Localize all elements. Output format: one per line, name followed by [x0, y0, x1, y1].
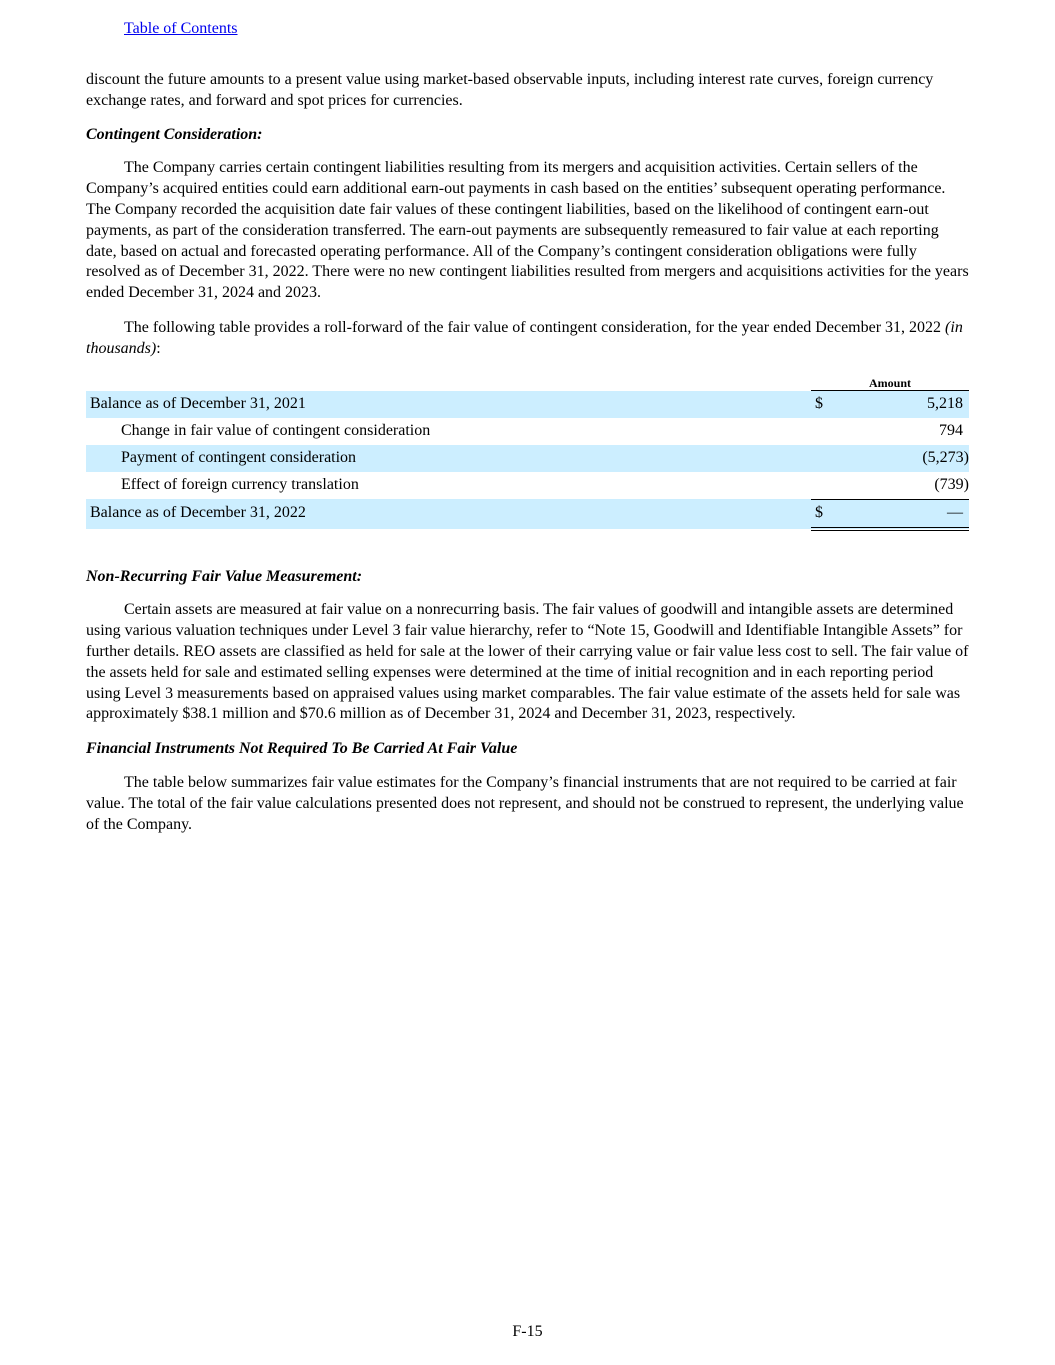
table-row — [86, 391, 969, 418]
intro-continuation-paragraph: discount the future amounts to a present value using market-based observable inputs, including interest rate curves, foreign currency exchange rates, and forward and spot prices for currencies. — [86, 71, 934, 109]
contingent-consideration-paragraph: The Company carries certain contingent liabilities resulting from its mergers and acquisition activities. Certain sellers of the Company’s acquired entities could earn additional earn-out payments in cash based on the entities’ subsequent operating performance. The Company recorded the acquisition date fair values of these contingent liabilities, based on the likelihood of contingent earn-out payments, as part of the consideration transferred. The earn-out payments are subsequently remeasured to fair value at each reporting date, based on actual and forecasted operating performance. All of the Company’s contingent consideration obligations were fully resolved as of December 31, 2022. There were no new contingent liabilities resulted from mergers and acquisitions activities for the years ended December 31, 2024 and 2023. — [86, 159, 969, 302]
row-label: Balance as of December 31, 2021 — [86, 391, 810, 418]
row-value: — — [947, 503, 963, 521]
row-currency: $ — [811, 499, 833, 529]
page-number: F-15 — [512, 1323, 543, 1340]
row-value: (5,273) — [833, 445, 969, 472]
amount-header-rule — [811, 390, 969, 391]
amount-column-label: Amount — [868, 375, 911, 390]
rollforward-intro-colon: : — [156, 339, 161, 357]
contingent-consideration-heading: Contingent Consideration: — [86, 125, 263, 143]
row-currency — [811, 472, 833, 500]
nonrecurring-heading: Non-Recurring Fair Value Measurement: — [86, 567, 363, 585]
financial-instruments-paragraph: The table below summarizes fair value estimates for the Company’s financial instruments that are not required to be carried at fair value. The total of the fair value calculations presented does not represent, and should not be construed to represent, the underlying value of the Company. — [86, 773, 964, 833]
row-label: Change in fair value of contingent consideration — [121, 421, 431, 439]
row-label: Balance as of December 31, 2022 — [86, 499, 810, 529]
row-currency — [811, 445, 833, 472]
financial-instruments-heading: Financial Instruments Not Required To Be Carried At Fair Value — [86, 740, 518, 758]
table-row — [86, 499, 969, 529]
row-value: 5,218 — [927, 394, 963, 412]
nonrecurring-paragraph: Certain assets are measured at fair value on a nonrecurring basis. The fair values of goodwill and intangible assets are determined using various valuation techniques under Level 3 fair value hierarchy, refer to “Note 15, Goodwill and Identifiable Intangible Assets” for further details. REO assets are classified as held for sale at the lower of their carrying value or fair value less cost to sell. The fair value of the assets held for sale and estimated selling expenses were determined at the time of initial recognition and in each reporting period using Level 3 measurements based on appraised values using market comparables. The fair value estimate of the assets held for sale was approximately $38.1 million and $70.6 million as of December 31, 2024 and December 31, 2023, respectively. — [86, 601, 969, 723]
rollforward-intro-paragraph — [86, 318, 969, 360]
table-row — [86, 445, 969, 472]
rollforward-unit-note: (in thousands) — [86, 318, 963, 357]
row-currency: $ — [811, 391, 833, 418]
row-value: 794 — [939, 421, 963, 439]
row-label: Effect of foreign currency translation — [121, 475, 359, 493]
row-label: Payment of contingent consideration — [86, 445, 810, 472]
rollforward-intro-text: The following table provides a roll-forward of the fair value of contingent consideration, for the year ended December 31, 2022 — [124, 318, 946, 336]
amount-column-header — [86, 373, 969, 391]
row-value: (739) — [934, 475, 969, 493]
contingent-consideration-rollforward-table — [86, 391, 969, 531]
table-of-contents-link[interactable]: Table of Contents — [124, 20, 238, 37]
table-row — [86, 472, 969, 500]
page-content — [86, 70, 969, 835]
table-row — [86, 418, 969, 445]
row-currency — [811, 418, 833, 445]
